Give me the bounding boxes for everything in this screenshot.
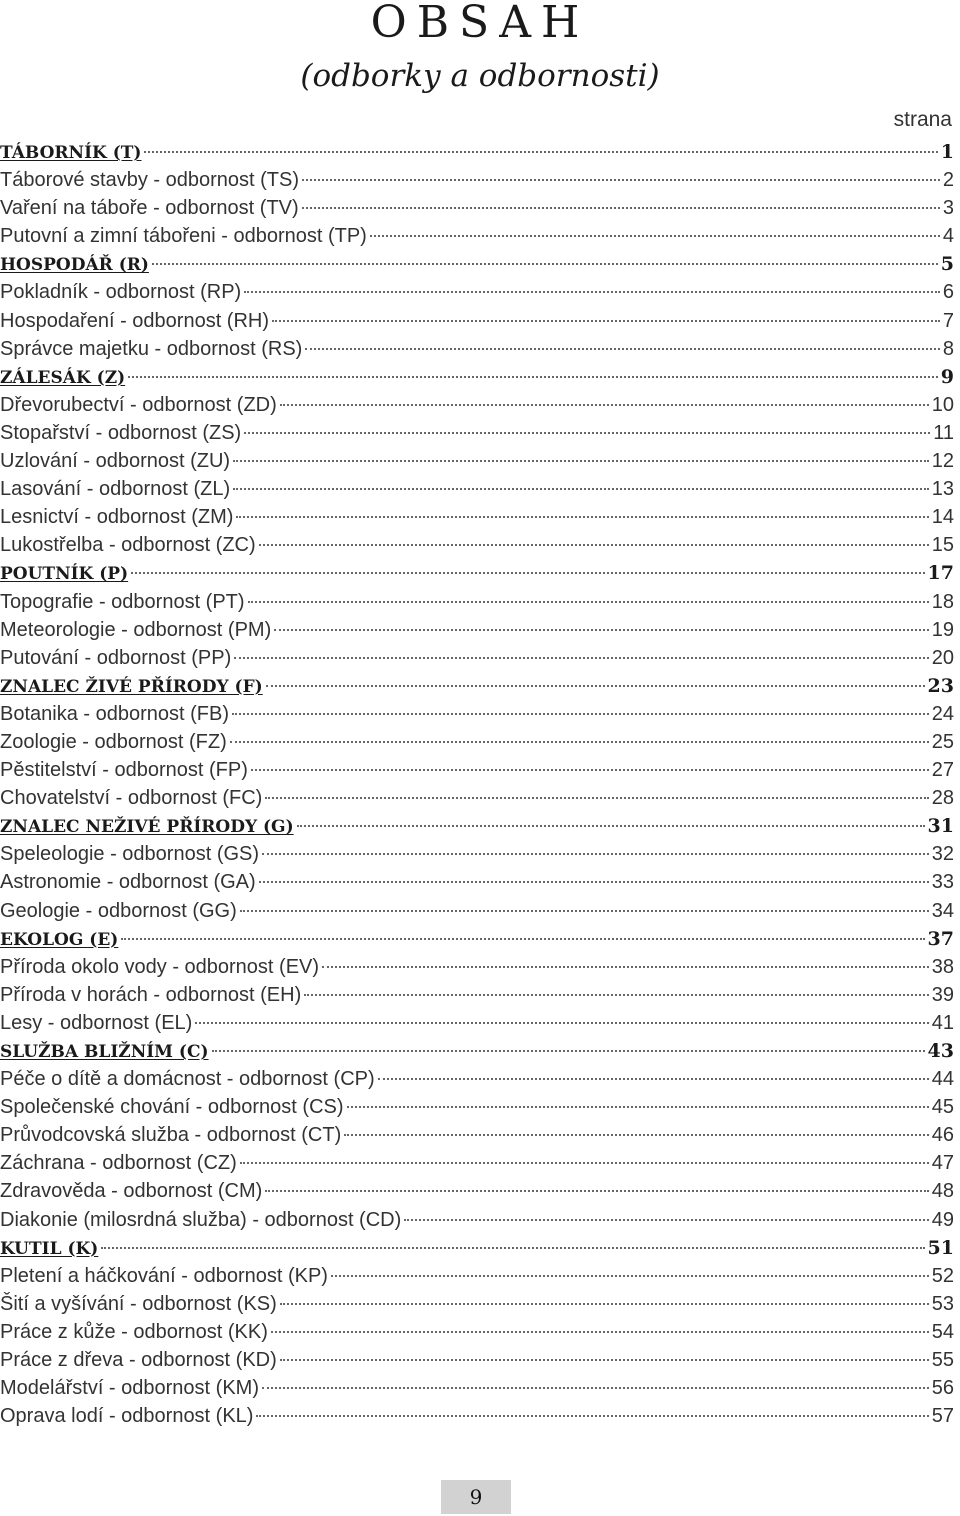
toc-entry-page: 2 xyxy=(942,169,954,192)
dot-leader xyxy=(265,797,928,799)
toc-entry xyxy=(0,1009,954,1037)
toc-entry-page: 4 xyxy=(942,225,954,248)
page-number-box xyxy=(441,1480,511,1514)
toc-section-heading xyxy=(0,812,954,840)
dot-leader xyxy=(259,544,929,546)
toc-entry-title: SLUŽBA BLIŽNÍM (C) xyxy=(0,1042,209,1062)
toc-section-heading xyxy=(0,925,954,953)
toc-entry-title: Pokladník - odbornost (RP) xyxy=(0,281,242,304)
toc-entry-title: ZNALEC ŽIVÉ PŘÍRODY (F) xyxy=(0,676,263,697)
dot-leader xyxy=(280,1303,929,1305)
toc-entry xyxy=(0,784,954,812)
toc-entry-page: 54 xyxy=(931,1320,954,1343)
toc-entry xyxy=(0,728,954,756)
toc-entry-page: 11 xyxy=(933,421,954,444)
toc-entry-page: 24 xyxy=(931,702,954,725)
dot-leader xyxy=(404,1219,928,1221)
dot-leader xyxy=(230,741,929,743)
toc-entry xyxy=(0,1346,954,1374)
dot-leader xyxy=(331,1275,929,1277)
toc-entry-page: 27 xyxy=(931,759,954,782)
page-title: OBSAH xyxy=(370,0,590,48)
toc-entry xyxy=(0,222,954,250)
toc-entry-page: 7 xyxy=(942,309,954,332)
dot-leader xyxy=(305,348,940,350)
toc-entry xyxy=(0,1065,954,1093)
toc-entry xyxy=(0,588,954,616)
toc-entry-page: 52 xyxy=(931,1264,954,1287)
dot-leader xyxy=(121,938,924,940)
toc-entry-page: 20 xyxy=(931,646,954,669)
toc-entry-title: Astronomie - odbornost (GA) xyxy=(0,871,256,894)
toc-entry-title: Meteorologie - odbornost (PM) xyxy=(0,618,272,641)
toc-entry xyxy=(0,531,954,559)
toc-entry-page: 32 xyxy=(931,843,954,866)
toc-entry-title: Zdravověda - odbornost (CM) xyxy=(0,1180,263,1203)
toc-entry xyxy=(0,1093,954,1121)
toc-entry-page: 41 xyxy=(931,1011,954,1034)
toc-entry xyxy=(0,700,954,728)
toc-entry xyxy=(0,953,954,981)
toc-entry-title: EKOLOG (E) xyxy=(0,929,119,950)
toc-entry-title: Chovatelství - odbornost (FC) xyxy=(0,787,263,810)
toc-entry-page: 51 xyxy=(927,1236,954,1259)
toc-entry-page: 8 xyxy=(942,337,954,360)
toc-entry-page: 19 xyxy=(931,618,954,641)
toc-entry-page: 3 xyxy=(942,197,954,220)
dot-leader xyxy=(370,235,940,237)
toc-entry-page: 23 xyxy=(927,674,954,697)
toc-entry xyxy=(0,1290,954,1318)
toc-entry xyxy=(0,419,954,447)
toc-entry-title: Příroda v horách - odbornost (EH) xyxy=(0,983,302,1006)
toc-section-heading xyxy=(0,250,954,278)
toc-section-heading xyxy=(0,1234,954,1262)
toc-entry xyxy=(0,391,954,419)
toc-entry-title: Práce z dřeva - odbornost (KD) xyxy=(0,1349,277,1372)
toc-entry-title: Dřevorubectví - odbornost (ZD) xyxy=(0,393,277,416)
page-subtitle: (odborky a odbornosti) xyxy=(300,58,660,94)
dot-leader xyxy=(244,432,930,434)
dot-leader xyxy=(265,1190,928,1192)
toc-section-heading xyxy=(0,559,954,587)
toc-entry xyxy=(0,307,954,335)
toc-entry-title: Lesy - odbornost (EL) xyxy=(0,1011,193,1034)
dot-leader xyxy=(248,601,929,603)
toc-entry xyxy=(0,1262,954,1290)
toc-entry-title: Záchrana - odbornost (CZ) xyxy=(0,1152,237,1175)
toc-entry-page: 57 xyxy=(931,1405,954,1428)
dot-leader xyxy=(266,685,925,687)
dot-leader xyxy=(152,263,938,265)
dot-leader xyxy=(233,488,929,490)
toc-section-heading xyxy=(0,672,954,700)
toc-entry-title: KUTIL (K) xyxy=(0,1238,99,1259)
toc-entry-title: Pletení a háčkování - odbornost (KP) xyxy=(0,1264,328,1287)
toc-entry-title: Oprava lodí - odbornost (KL) xyxy=(0,1405,254,1428)
toc-entry-page: 9 xyxy=(940,365,954,388)
toc-entry-page: 14 xyxy=(931,506,954,529)
toc-entry-title: Stopařství - odbornost (ZS) xyxy=(0,421,242,444)
toc-entry xyxy=(0,644,954,672)
toc-entry xyxy=(0,194,954,222)
toc-entry-page: 47 xyxy=(931,1152,954,1175)
toc-entry-page: 33 xyxy=(931,871,954,894)
dot-leader xyxy=(280,404,929,406)
toc-entry-page: 15 xyxy=(931,534,954,557)
dot-leader xyxy=(272,320,940,322)
toc-entry-title: Geologie - odbornost (GG) xyxy=(0,899,237,922)
toc-entry-page: 10 xyxy=(931,393,954,416)
toc-entry-page: 17 xyxy=(927,562,954,585)
toc-entry-title: Topografie - odbornost (PT) xyxy=(0,590,245,613)
toc-entry-title: Práce z kůže - odbornost (KK) xyxy=(0,1320,268,1343)
toc-entry xyxy=(0,335,954,363)
toc-entry xyxy=(0,278,954,306)
toc-entry-page: 39 xyxy=(931,983,954,1006)
toc-entry-page: 1 xyxy=(940,141,954,163)
toc-entry-title: ZNALEC NEŽIVÉ PŘÍRODY (G) xyxy=(0,817,294,838)
dot-leader xyxy=(233,460,929,462)
toc-entry-title: TÁBORNÍK (T) xyxy=(0,143,142,163)
toc-entry-page: 53 xyxy=(931,1292,954,1315)
toc-entry xyxy=(0,1206,954,1234)
dot-leader xyxy=(144,151,937,153)
toc-entry-title: Putování - odbornost (PP) xyxy=(0,646,232,669)
toc-entry-title: Šití a vyšívání - odbornost (KS) xyxy=(0,1292,277,1315)
toc-entry-page: 31 xyxy=(927,815,954,838)
toc-entry xyxy=(0,1402,954,1430)
dot-leader xyxy=(232,713,929,715)
toc-entry-page: 37 xyxy=(927,927,954,950)
dot-leader xyxy=(101,1247,924,1249)
toc-entry-title: Speleologie - odbornost (GS) xyxy=(0,843,260,866)
toc-entry xyxy=(0,1177,954,1205)
dot-leader xyxy=(304,994,929,996)
toc-entry xyxy=(0,503,954,531)
toc-entry-page: 25 xyxy=(931,730,954,753)
dot-leader xyxy=(236,516,928,518)
dot-leader xyxy=(240,910,929,912)
toc-section-heading xyxy=(0,138,954,166)
dot-leader xyxy=(195,1022,928,1024)
dot-leader xyxy=(274,629,929,631)
dot-leader xyxy=(234,657,929,659)
dot-leader xyxy=(280,1359,929,1361)
toc-entry-title: Botanika - odbornost (FB) xyxy=(0,702,229,725)
toc-entry-title: Pěstitelství - odbornost (FP) xyxy=(0,759,248,782)
dot-leader xyxy=(256,1415,928,1417)
toc-entry-title: Správce majetku - odbornost (RS) xyxy=(0,337,303,360)
toc-entry xyxy=(0,475,954,503)
dot-leader xyxy=(378,1078,929,1080)
dot-leader xyxy=(212,1050,925,1052)
toc-entry-title: HOSPODÁŘ (R) xyxy=(0,255,149,276)
toc-entry-title: POUTNÍK (P) xyxy=(0,564,129,585)
page-column-label: strana xyxy=(893,108,952,131)
toc-entry-title: Putovní a zimní tábořeni - odbornost (TP) xyxy=(0,225,367,248)
dot-leader xyxy=(244,291,940,293)
toc-entry-page: 49 xyxy=(931,1208,954,1231)
toc-entry-page: 43 xyxy=(927,1040,954,1062)
toc-entry-title: Lukostřelba - odbornost (ZC) xyxy=(0,534,256,557)
toc-entry-title: Společenské chování - odbornost (CS) xyxy=(0,1096,344,1119)
toc-entry-title: Příroda okolo vody - odbornost (EV) xyxy=(0,955,320,978)
dot-leader xyxy=(302,207,940,209)
dot-leader xyxy=(322,966,929,968)
dot-leader xyxy=(259,881,929,883)
toc-entry-page: 38 xyxy=(931,955,954,978)
table-of-contents xyxy=(0,138,954,1430)
toc-entry xyxy=(0,447,954,475)
toc-entry xyxy=(0,616,954,644)
toc-entry-page: 55 xyxy=(931,1349,954,1372)
dot-leader xyxy=(240,1162,929,1164)
dot-leader xyxy=(271,1331,929,1333)
toc-entry-page: 48 xyxy=(931,1180,954,1203)
toc-entry-title: Lasování - odbornost (ZL) xyxy=(0,478,231,501)
dot-leader xyxy=(131,572,924,574)
dot-leader xyxy=(262,1387,929,1389)
toc-entry-title: Diakonie (milosrdná služba) - odbornost (CD) xyxy=(0,1208,402,1231)
page-number: 9 xyxy=(469,1485,483,1509)
dot-leader xyxy=(128,376,938,378)
toc-entry xyxy=(0,1374,954,1402)
toc-entry-title: Vaření na táboře - odbornost (TV) xyxy=(0,197,299,220)
toc-entry xyxy=(0,1149,954,1177)
toc-entry-title: Uzlování - odbornost (ZU) xyxy=(0,450,231,473)
toc-entry xyxy=(0,756,954,784)
toc-entry-page: 5 xyxy=(940,253,954,276)
dot-leader xyxy=(347,1106,929,1108)
toc-entry-page: 44 xyxy=(931,1068,954,1091)
toc-entry xyxy=(0,897,954,925)
dot-leader xyxy=(251,769,929,771)
dot-leader xyxy=(344,1134,929,1136)
toc-entry-title: Péče o dítě a domácnost - odbornost (CP) xyxy=(0,1068,375,1091)
toc-entry-page: 28 xyxy=(931,787,954,810)
toc-entry-title: ZÁLESÁK (Z) xyxy=(0,367,126,388)
dot-leader xyxy=(297,825,925,827)
toc-entry-title: Modelářství - odbornost (KM) xyxy=(0,1377,259,1400)
toc-entry-page: 12 xyxy=(931,450,954,473)
dot-leader xyxy=(262,853,929,855)
toc-entry-page: 46 xyxy=(931,1124,954,1147)
toc-entry xyxy=(0,1318,954,1346)
toc-entry-title: Lesnictví - odbornost (ZM) xyxy=(0,506,234,529)
toc-entry-page: 6 xyxy=(942,281,954,304)
toc-section-heading xyxy=(0,363,954,391)
toc-entry-title: Táborové stavby - odbornost (TS) xyxy=(0,169,300,192)
toc-section-heading xyxy=(0,1037,954,1065)
toc-entry-page: 13 xyxy=(931,478,954,501)
toc-entry-page: 56 xyxy=(931,1377,954,1400)
toc-entry xyxy=(0,840,954,868)
toc-entry-title: Průvodcovská služba - odbornost (CT) xyxy=(0,1124,342,1147)
toc-entry-page: 18 xyxy=(931,590,954,613)
dot-leader xyxy=(302,179,940,181)
toc-entry-page: 45 xyxy=(931,1096,954,1119)
toc-entry xyxy=(0,166,954,194)
toc-entry-title: Hospodaření - odbornost (RH) xyxy=(0,309,270,332)
toc-entry-title: Zoologie - odbornost (FZ) xyxy=(0,730,227,753)
toc-entry xyxy=(0,1121,954,1149)
toc-entry-page: 34 xyxy=(931,899,954,922)
toc-entry xyxy=(0,868,954,896)
toc-entry xyxy=(0,981,954,1009)
